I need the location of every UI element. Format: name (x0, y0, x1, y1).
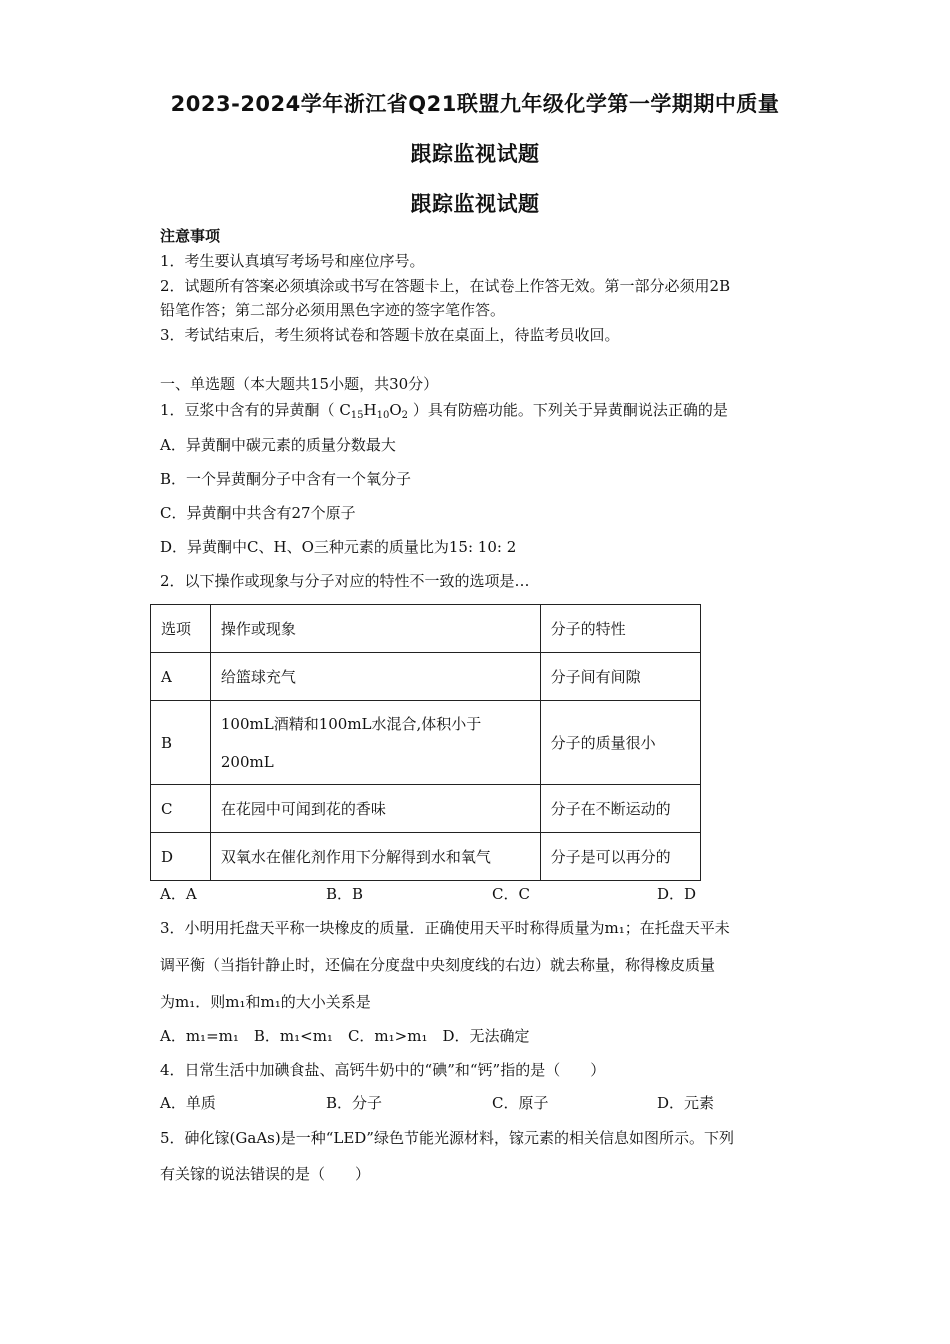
header-action: 操作或现象 (210, 605, 540, 653)
section-heading: 一、单选题（本大题共15小题，共30分） (160, 375, 439, 393)
notice-item-1: 1．考生要认真填写考场号和座位序号。 (160, 252, 425, 270)
q1-option-c: C．异黄酮中共含有27个原子 (160, 504, 356, 522)
row-action: 在花园中可闻到花的香味 (210, 785, 540, 833)
q2-option-c: C．C (492, 885, 530, 903)
q1-stem (160, 400, 728, 426)
q4-option-b: B．分子 (326, 1094, 383, 1112)
q2-option-b: B．B (326, 885, 364, 903)
row-option: B (151, 701, 211, 785)
row-action: 给篮球充气 (210, 653, 540, 701)
q1-o: O (389, 401, 402, 419)
q1-stem-suffix: ）具有防癌功能。下列关于异黄酮说法正确的是 (408, 401, 728, 419)
q3-line2: 调平衡（当指针静止时，还偏在分度盘中央刻度线的右边）就去称量，称得橡皮质量 (160, 956, 716, 974)
q3-line3: 为m₁．则m₁和m₁的大小关系是 (160, 993, 371, 1011)
notice-item-2b: 铅笔作答；第二部分必须用黑色字迹的签字笔作答。 (160, 301, 506, 319)
row-option: A (151, 653, 211, 701)
q1-sub-h: 10 (376, 410, 390, 421)
notice-heading: 注意事项 (160, 227, 221, 245)
q5-line2: 有关镓的说法错误的是（ ） (160, 1165, 371, 1183)
table-row (151, 653, 701, 701)
q2-table (150, 604, 701, 881)
q2-option-a: A．A (160, 885, 197, 903)
q5-line1: 5．砷化镓(GaAs)是一种“LED”绿色节能光源材料，镓元素的相关信息如图所示。下列 (160, 1129, 734, 1147)
q2-stem: 2．以下操作或现象与分子对应的特性不一致的选项是… (160, 572, 530, 590)
q1-h: H (363, 401, 377, 419)
row-option: C (151, 785, 211, 833)
row-option: D (151, 833, 211, 881)
table-row (151, 785, 701, 833)
q1-option-b: B．一个异黄酮分子中含有一个氧分子 (160, 470, 412, 488)
table-header-row (151, 605, 701, 653)
notice-item-2a: 2．试题所有答案必须填涂或书写在答题卡上，在试卷上作答无效。第一部分必须用2B (160, 277, 731, 295)
q1-stem-prefix: 1．豆浆中含有的异黄酮（ C (160, 401, 351, 419)
row-trait: 分子间有间隙 (540, 653, 700, 701)
q4-stem: 4．日常生活中加碘食盐、高钙牛奶中的“碘”和“钙”指的是（ ） (160, 1061, 606, 1079)
row-action-line2: 200mL (220, 752, 274, 771)
row-trait: 分子在不断运动的 (540, 785, 700, 833)
header-option: 选项 (151, 605, 211, 653)
q1-sub-o: 2 (401, 410, 409, 421)
q1-sub-c: 15 (350, 410, 364, 421)
row-trait: 分子是可以再分的 (540, 833, 700, 881)
notice-item-3: 3．考试结束后，考生须将试卷和答题卡放在桌面上，待监考员收回。 (160, 326, 620, 344)
exam-title-line3: 跟踪监视试题 (410, 192, 540, 216)
exam-title-line1: 2023-2024学年浙江省Q21联盟九年级化学第一学期期中质量 (170, 92, 780, 116)
q1-option-d: D．异黄酮中C、H、O三种元素的质量比为15: 10: 2 (160, 538, 517, 556)
row-action: 双氧水在催化剂作用下分解得到水和氧气 (210, 833, 540, 881)
q4-option-d: D．元素 (657, 1094, 715, 1112)
q4-option-c: C．原子 (492, 1094, 549, 1112)
q1-option-a: A．异黄酮中碳元素的质量分数最大 (160, 436, 396, 454)
q4-option-a: A．单质 (160, 1094, 216, 1112)
table-row (151, 833, 701, 881)
row-action (210, 701, 540, 785)
exam-title-line2: 跟踪监视试题 (410, 142, 540, 166)
row-trait: 分子的质量很小 (540, 701, 700, 785)
q3-options: A．m₁=m₁ B．m₁<m₁ C．m₁>m₁ D．无法确定 (160, 1027, 530, 1045)
row-action-line1: 100mL酒精和100mL水混合,体积小于 (220, 714, 482, 733)
q3-line1: 3．小明用托盘天平称一块橡皮的质量．正确使用天平时称得质量为m₁；在托盘天平未 (160, 919, 730, 937)
header-trait: 分子的特性 (540, 605, 700, 653)
table-row (151, 701, 701, 785)
q2-option-d: D．D (657, 885, 697, 903)
